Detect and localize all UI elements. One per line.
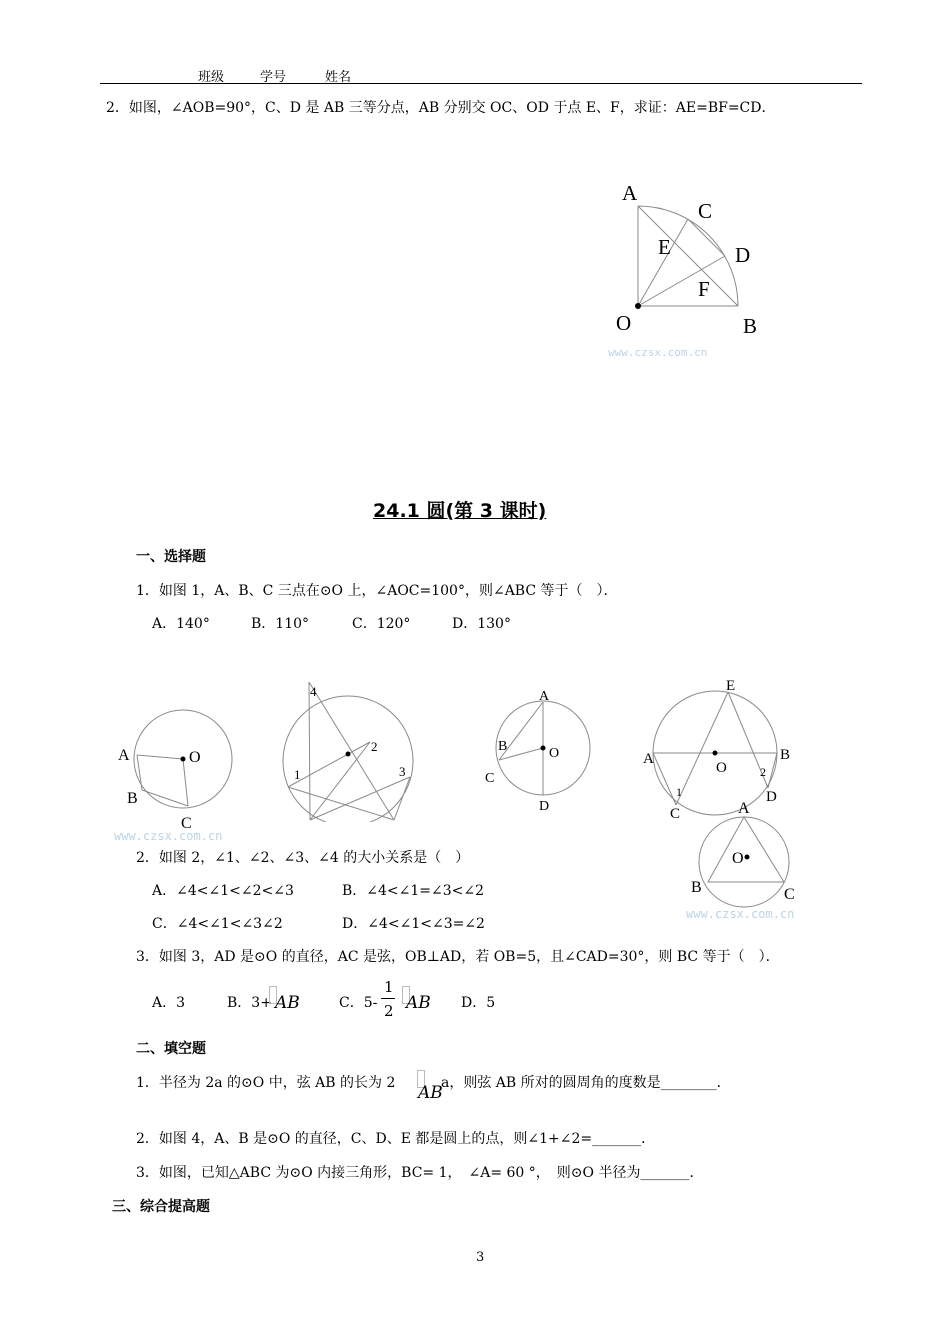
q1-option-c: C．120° <box>352 616 411 632</box>
f3-label-a: A <box>539 689 550 704</box>
q3-option-c: C．5- <box>339 995 378 1011</box>
fill-1-ab: AB <box>418 1083 443 1103</box>
q3-option-b: B．3+ <box>227 995 272 1011</box>
section-advanced-heading: 三、综合提高题 <box>112 1199 210 1215</box>
f4-label-e: E <box>726 678 736 694</box>
figure-2 <box>270 672 430 822</box>
f2-label-1: 1 <box>294 767 301 782</box>
fill-2-text: 2．如图 4，A、B 是⊙O 的直径，C、D、E 都是圆上的点，则∠1+∠2=_______． <box>136 1131 656 1147</box>
fill-1-text-post: a，则弦 AB 所对的圆周角的度数是________． <box>441 1075 731 1091</box>
question-1-text: 1．如图 1，A、B、C 三点在⊙O 上，∠AOC=100°，则∠ABC 等于（ ）． <box>136 583 618 599</box>
section-fill-heading: 二、填空题 <box>136 1041 206 1057</box>
watermark: www.czsx.com.cn <box>608 346 708 359</box>
header-name-label: 姓名 <box>325 70 352 85</box>
f4-label-1: 1 <box>676 785 682 799</box>
header-number-label: 学号 <box>260 70 287 85</box>
f3-label-c: C <box>485 771 495 786</box>
label-f: F <box>698 277 710 301</box>
f5-watermark: www.czsx.com.cn <box>686 907 795 921</box>
figure-1 <box>110 700 250 845</box>
f5-label-b: B <box>691 879 702 896</box>
q3-fraction-bar <box>381 998 395 999</box>
question-3-text: 3．如图 3，AD 是⊙O 的直径，AC 是弦，OB⊥AD，若 OB=5，且∠CAD=30°，则 BC 等于（ ）． <box>136 949 780 965</box>
q2-option-b: B．∠4<∠1=∠3<∠2 <box>342 883 485 899</box>
f2-label-3: 3 <box>399 764 406 779</box>
f5-label-c: C <box>784 886 795 903</box>
label-d: D <box>735 243 751 267</box>
f1-label-a: A <box>118 747 130 764</box>
header-class-label: 班级 <box>198 70 225 85</box>
q3-fraction-denominator: 2 <box>384 1002 394 1020</box>
question-2-text: 2．如图 2，∠1、∠2、∠3、∠4 的大小关系是（ ） <box>136 850 470 866</box>
label-b: B <box>743 314 758 338</box>
f2-label-2: 2 <box>371 739 378 754</box>
q3-ab-c: AB <box>406 993 431 1013</box>
q1-option-b: B．110° <box>251 616 310 632</box>
f4-label-c: C <box>670 806 681 822</box>
q2-option-d: D．∠4<∠1<∠3=∠2 <box>342 916 485 932</box>
section-choice-heading: 一、选择题 <box>136 549 206 565</box>
q2-option-c: C．∠4<∠1<∠3∠2 <box>152 916 283 932</box>
fill-3-text: 3．如图，已知△ABC 为⊙O 内接三角形，BC= 1， ∠A= 60 °， 则⊙O 半径为_______． <box>136 1165 704 1181</box>
q3-option-d: D．5 <box>461 995 496 1011</box>
label-a: A <box>622 181 638 205</box>
f2-label-4: 4 <box>310 684 317 699</box>
q3-ab-b: AB <box>275 993 300 1013</box>
f4-label-b: B <box>780 747 791 763</box>
quarter-circle-figure <box>600 170 800 370</box>
label-c: C <box>698 199 713 223</box>
q2-option-a: A．∠4<∠1<∠2<∠3 <box>152 883 294 899</box>
f1-label-b: B <box>127 790 138 807</box>
f4-label-2: 2 <box>760 765 766 779</box>
q1-option-d: D．130° <box>452 616 511 632</box>
f5-label-a: A <box>738 800 750 817</box>
f1-label-o: O <box>189 749 201 766</box>
label-o: O <box>616 311 632 335</box>
previous-problem-2: 2．如图，∠AOB=90°，C、D 是 AB 三等分点，AB 分别交 OC、OD 于点 E、F，求证：AE=BF=CD． <box>106 100 776 116</box>
lesson-title: 24.1 圆(第 3 课时) <box>373 500 547 522</box>
q1-option-a: A．140° <box>152 616 210 632</box>
f3-label-b: B <box>498 739 508 754</box>
figure-3 <box>480 682 600 817</box>
f3-label-o: O <box>549 746 560 761</box>
f5-label-o: O <box>732 850 744 867</box>
figure-5 <box>680 795 820 925</box>
f4-label-a: A <box>643 751 654 767</box>
page-number: 3 <box>476 1250 485 1265</box>
q3-fraction-numerator: 1 <box>384 978 394 996</box>
f1-watermark: www.czsx.com.cn <box>114 829 223 843</box>
label-e: E <box>658 235 671 259</box>
f4-label-o: O <box>716 760 727 776</box>
f4-label-d: D <box>766 789 777 805</box>
q3-option-a: A．3 <box>152 995 186 1011</box>
fill-1-text-pre: 1．半径为 2a 的⊙O 中，弦 AB 的长为 2 <box>136 1075 396 1091</box>
f3-label-d: D <box>539 799 550 814</box>
center-point-o <box>635 303 641 309</box>
header-rule <box>100 83 862 84</box>
f1-label-c: C <box>181 815 192 832</box>
